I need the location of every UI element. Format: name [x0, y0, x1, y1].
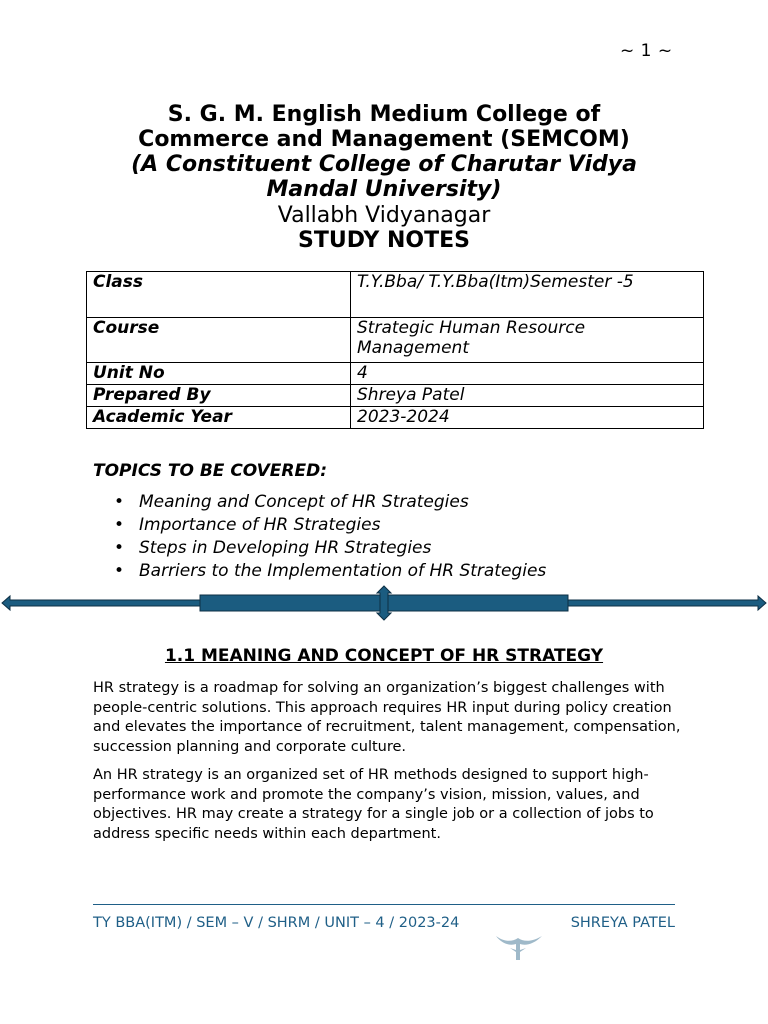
footer-course-info: TY BBA(ITM) / SEM – V / SHRM / UNIT – 4 / 2023-24 [93, 915, 460, 931]
topic-text: Meaning and Concept of HR Strategies [139, 492, 469, 512]
paragraph: HR strategy is a roadmap for solving an organization’s biggest challenges with people-centric solutions. This approach requires HR input during policy creation and elevates the importance of recruitment, talent management, compensation, succession planning and corporate culture. [93, 680, 681, 755]
college-location: Vallabh Vidyanagar [277, 203, 491, 228]
footer-rule [93, 904, 675, 905]
topics-heading: TOPICS TO BE COVERED: [93, 461, 328, 481]
table-value: T.Y.Bba/ T.Y.Bba(Itm)Semester -5 [351, 272, 704, 318]
topic-text: Importance of HR Strategies [139, 515, 381, 535]
table-label: Academic Year [87, 407, 351, 429]
page-number: ~ 1 ~ [620, 41, 673, 61]
bullet-icon: • [114, 515, 125, 535]
table-label: Prepared By [87, 385, 351, 407]
college-name-line-2: Commerce and Management (SEMCOM) [138, 127, 630, 152]
decorative-arrow-divider [0, 584, 768, 624]
table-label: Class [87, 272, 351, 318]
list-item [93, 560, 546, 583]
topic-text: Barriers to the Implementation of HR Strategies [139, 561, 547, 581]
table-label: Course [87, 318, 351, 363]
divider-line [2, 586, 766, 620]
document-type: STUDY NOTES [298, 228, 470, 253]
footer-author: SHREYA PATEL [570, 915, 675, 931]
table-value: 2023-2024 [351, 407, 704, 429]
list-item [93, 537, 546, 560]
topics-list [93, 491, 546, 583]
bullet-icon: • [114, 538, 125, 558]
table-label: Unit No [87, 363, 351, 385]
document-header [0, 102, 768, 253]
table-row [87, 272, 704, 318]
topic-text: Steps in Developing HR Strategies [139, 538, 432, 558]
table-row [87, 318, 704, 363]
footer-ornament-icon [494, 930, 544, 962]
college-name-line-1: S. G. M. English Medium College of [167, 102, 601, 127]
bullet-icon: • [114, 561, 125, 581]
table-value: 4 [351, 363, 704, 385]
table-row [87, 407, 704, 429]
table-row [87, 363, 704, 385]
table-value: Strategic Human Resource Management [351, 318, 704, 363]
table-value: Shreya Patel [351, 385, 704, 407]
paragraph: An HR strategy is an organized set of HR methods designed to support high-performance work and promote the company’s vision, mission, values, and objectives. HR may create a strategy for a single job or a collection of jobs to address specific needs within each department. [93, 767, 654, 842]
table-row [87, 385, 704, 407]
constituent-line-1: (A Constituent College of Charutar Vidya [131, 152, 637, 177]
course-info-table [86, 271, 704, 429]
list-item [93, 514, 546, 537]
bullet-icon: • [114, 492, 125, 512]
list-item [93, 491, 546, 514]
constituent-line-2: Mandal University) [266, 177, 502, 202]
section-heading: 1.1 MEANING AND CONCEPT OF HR STRATEGY [164, 646, 604, 666]
